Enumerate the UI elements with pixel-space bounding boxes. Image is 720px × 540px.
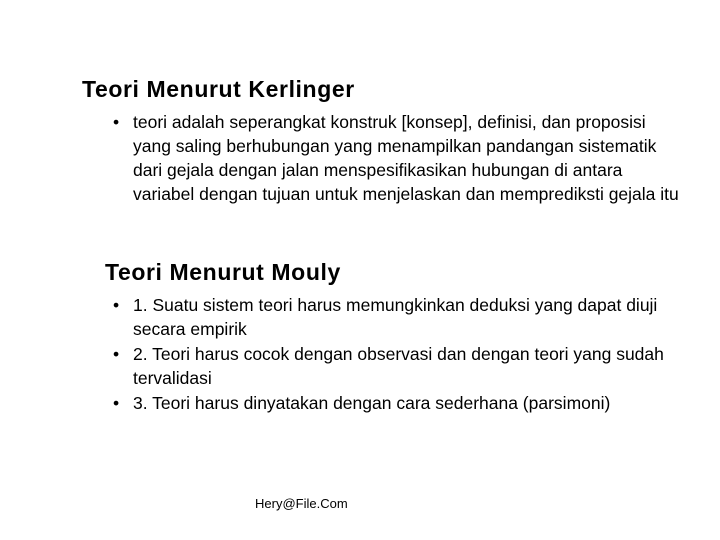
bullet-icon: • <box>113 393 120 413</box>
bullet-text: 1. Suatu sistem teori harus memungkinkan deduksi yang dapat diuji secara empirik <box>133 295 658 339</box>
list-item <box>113 293 683 341</box>
bullet-list-mouly <box>113 293 683 416</box>
bullet-text: teori adalah seperangkat konstruk [konsep], definisi, dan proposisi yang saling berhubungan yang menampilkan pandangan sistematik dari gejala dengan jalan menspesifikasikan hubungan di antara variabel dengan tujuan untuk menjelaskan dan memprediksti gejala itu <box>133 112 679 204</box>
bullet-icon: • <box>113 112 120 132</box>
list-item <box>113 110 683 206</box>
bullet-text: 3. Teori harus dinyatakan dengan cara sederhana (parsimoni) <box>133 393 611 413</box>
list-item <box>113 391 683 415</box>
bullet-text: 2. Teori harus cocok dengan observasi dan dengan teori yang sudah tervalidasi <box>133 344 664 388</box>
section-title-mouly: Teori Menurut Mouly <box>105 259 341 285</box>
bullet-icon: • <box>113 344 120 364</box>
section-title-kerlinger: Teori Menurut Kerlinger <box>82 76 355 102</box>
list-item <box>113 342 683 390</box>
bullet-icon: • <box>113 295 120 315</box>
footer-text: Hery@File.Com <box>255 496 348 511</box>
bullet-list-kerlinger <box>113 110 683 207</box>
